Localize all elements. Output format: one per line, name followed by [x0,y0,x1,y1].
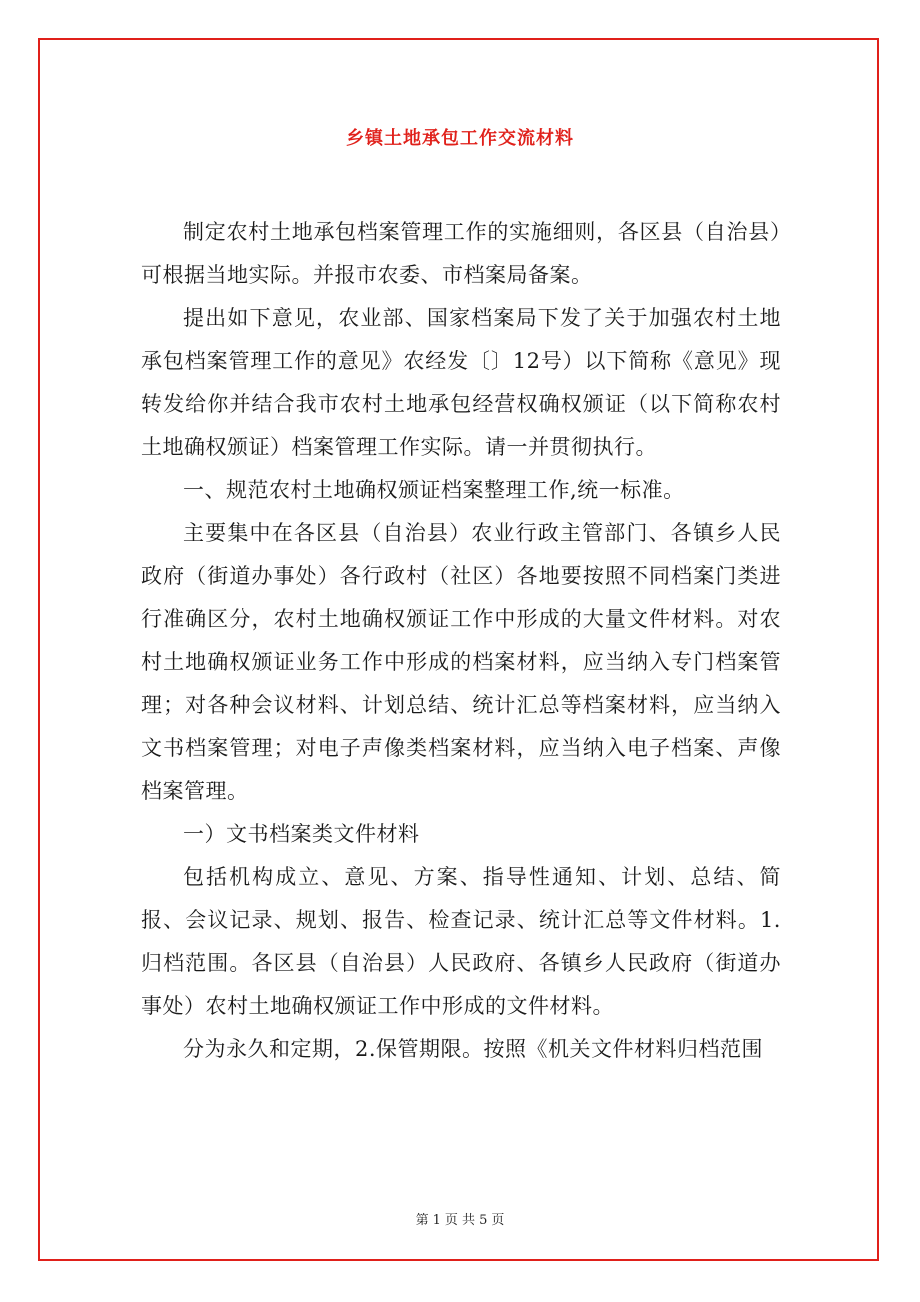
paragraph-2: 提出如下意见，农业部、国家档案局下发了关于加强农村土地承包档案管理工作的意见》农经发〔〕12号）以下简称《意见》现转发给你并结合我市农村土地承包经营权确权颁证（以下简称农村土地确权颁证）档案管理工作实际。请一并贯彻执行。 [141,306,781,459]
document-body [141,211,781,1071]
footer-total-pages: 5 [479,1213,488,1228]
paragraph-5: 分为永久和定期，2.保管期限。按照《机关文件材料归档范围 [183,1037,764,1061]
page-footer [0,1209,920,1228]
paragraph-3: 主要集中在各区县（自治县）农业行政主管部门、各镇乡人民政府（街道办事处）各行政村（社区）各地要按照不同档案门类进行准确区分，农村土地确权颁证工作中形成的大量文件材料。对农村土地确权颁证业务工作中形成的档案材料，应当纳入专门档案管理；对各种会议材料、计划总结、统计汇总等档案材料，应当纳入文书档案管理；对电子声像类档案材料，应当纳入电子档案、声像档案管理。 [141,521,781,803]
paragraph-4: 包括机构成立、意见、方案、指导性通知、计划、总结、简报、会议记录、规划、报告、检查记录、统计汇总等文件材料。1.归档范围。各区县（自治县）人民政府、各镇乡人民政府（街道办事处）农村土地确权颁证工作中形成的文件材料。 [141,865,781,1018]
footer-middle: 页 共 [444,1213,476,1228]
subsection-heading-1: 一）文书档案类文件材料 [183,822,420,846]
section-heading-1: 一、规范农村土地确权颁证档案整理工作,统一标准。 [183,478,685,502]
paragraph-1: 制定农村土地承包档案管理工作的实施细则，各区县（自治县）可根据当地实际。并报市农委、市档案局备案。 [141,220,781,287]
document-title: 乡镇土地承包工作交流材料 [346,128,574,149]
footer-prefix: 第 [415,1213,429,1228]
footer-current-page: 1 [432,1213,441,1228]
footer-suffix: 页 [491,1213,505,1228]
